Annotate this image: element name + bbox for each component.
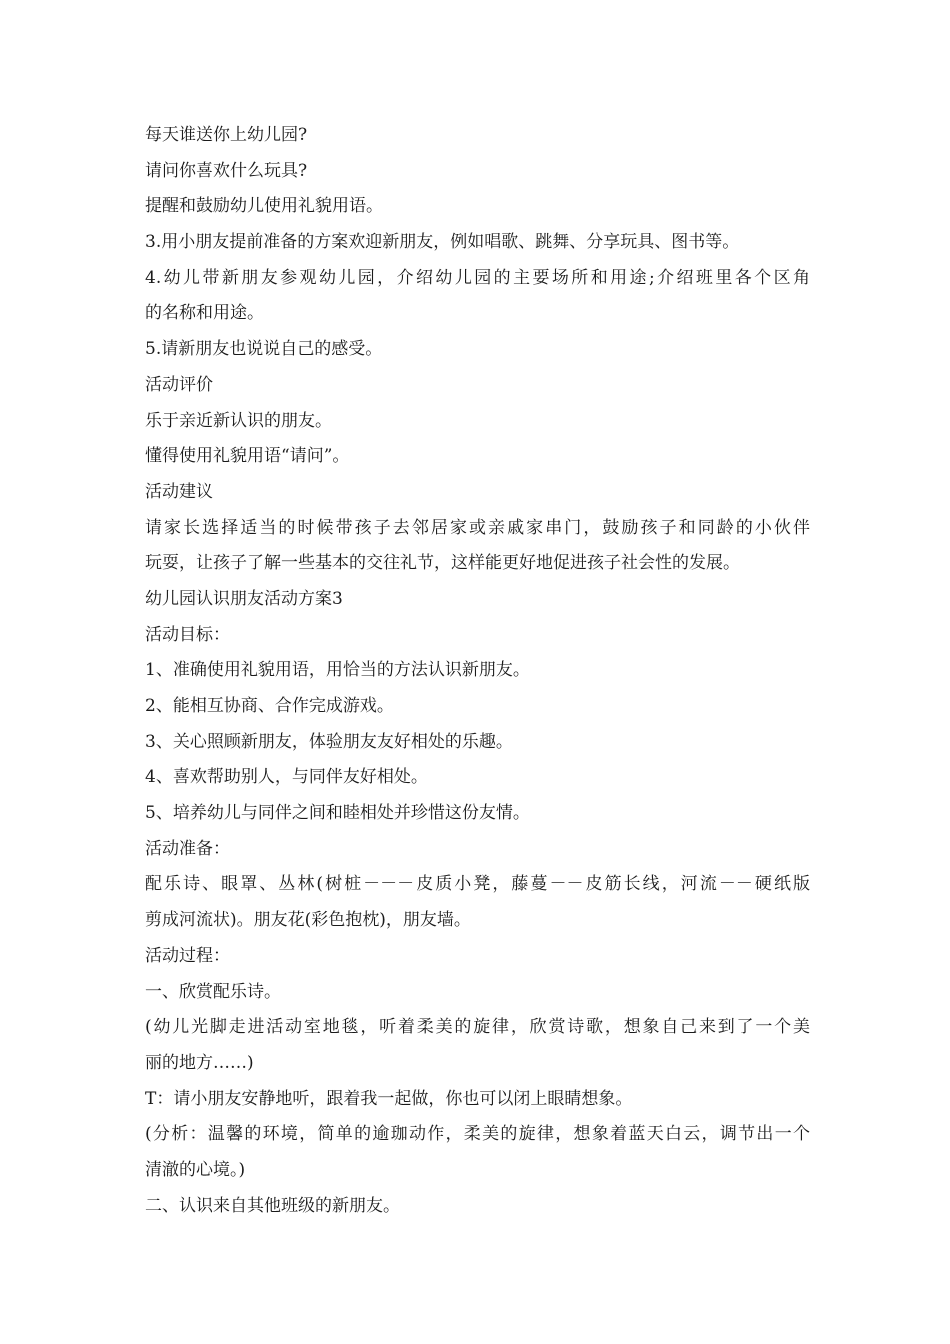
section-heading: 活动建议: [145, 481, 213, 502]
text-line: 一、欣赏配乐诗。: [145, 981, 281, 1002]
text-line: (幼儿光脚走进活动室地毯，听着柔美的旋律，欣赏诗歌，想象自己来到了一个美: [145, 1017, 810, 1038]
text-line: 丽的地方……): [145, 1052, 254, 1073]
text-line: 4.幼儿带新朋友参观幼儿园，介绍幼儿园的主要场所和用途;介绍班里各个区角: [145, 267, 810, 288]
section-heading: 活动准备：: [145, 838, 230, 859]
text-line: 懂得使用礼貌用语“请问”。: [145, 446, 350, 467]
list-item: 3、关心照顾新朋友，体验朋友友好相处的乐趣。: [145, 731, 513, 752]
list-item: 5、培养幼儿与同伴之间和睦相处并珍惜这份友情。: [145, 803, 530, 824]
section-heading: 活动过程：: [145, 945, 230, 966]
text-line: 每天谁送你上幼儿园?: [145, 125, 308, 145]
text-line: 提醒和鼓励幼儿使用礼貌用语。: [145, 196, 383, 217]
text-line: 3.用小朋友提前准备的方案欢迎新朋友，例如唱歌、跳舞、分享玩具、图书等。: [145, 232, 740, 253]
text-line: 5.请新朋友也说说自己的感受。: [145, 339, 383, 360]
text-line: 请问你喜欢什么玩具?: [145, 160, 308, 181]
section-title: 幼儿园认识朋友活动方案3: [145, 588, 343, 609]
list-item: 1、准确使用礼貌用语，用恰当的方法认识新朋友。: [145, 660, 530, 681]
text-line: 二、认识来自其他班级的新朋友。: [145, 1195, 400, 1216]
text-line: 玩耍，让孩子了解一些基本的交往礼节，这样能更好地促进孩子社会性的发展。: [145, 553, 740, 574]
document-page: [145, 118, 810, 1224]
text-line: 剪成河流状)。朋友花(彩色抱枕)，朋友墙。: [145, 910, 471, 931]
text-line: (分析：温馨的环境，简单的逾珈动作，柔美的旋律，想象着蓝天白云，调节出一个: [145, 1124, 810, 1145]
section-heading: 活动目标：: [145, 624, 230, 645]
text-line: T：请小朋友安静地听，跟着我一起做，你也可以闭上眼睛想象。: [145, 1088, 633, 1109]
list-item: 4、喜欢帮助别人，与同伴友好相处。: [145, 767, 428, 788]
text-line: 的名称和用途。: [145, 303, 264, 324]
text-line: 请家长选择适当的时候带孩子去邻居家或亲戚家串门，鼓励孩子和同龄的小伙伴: [145, 517, 810, 538]
list-item: 2、能相互协商、合作完成游戏。: [145, 696, 394, 716]
text-line: 清澈的心境。): [145, 1159, 246, 1180]
section-heading: 活动评价: [145, 374, 213, 395]
text-line: 配乐诗、眼罩、丛林(树桩－－－皮质小凳，藤蔓－－皮筋长线，河流－－硬纸版: [145, 874, 810, 895]
text-line: 乐于亲近新认识的朋友。: [145, 410, 332, 431]
